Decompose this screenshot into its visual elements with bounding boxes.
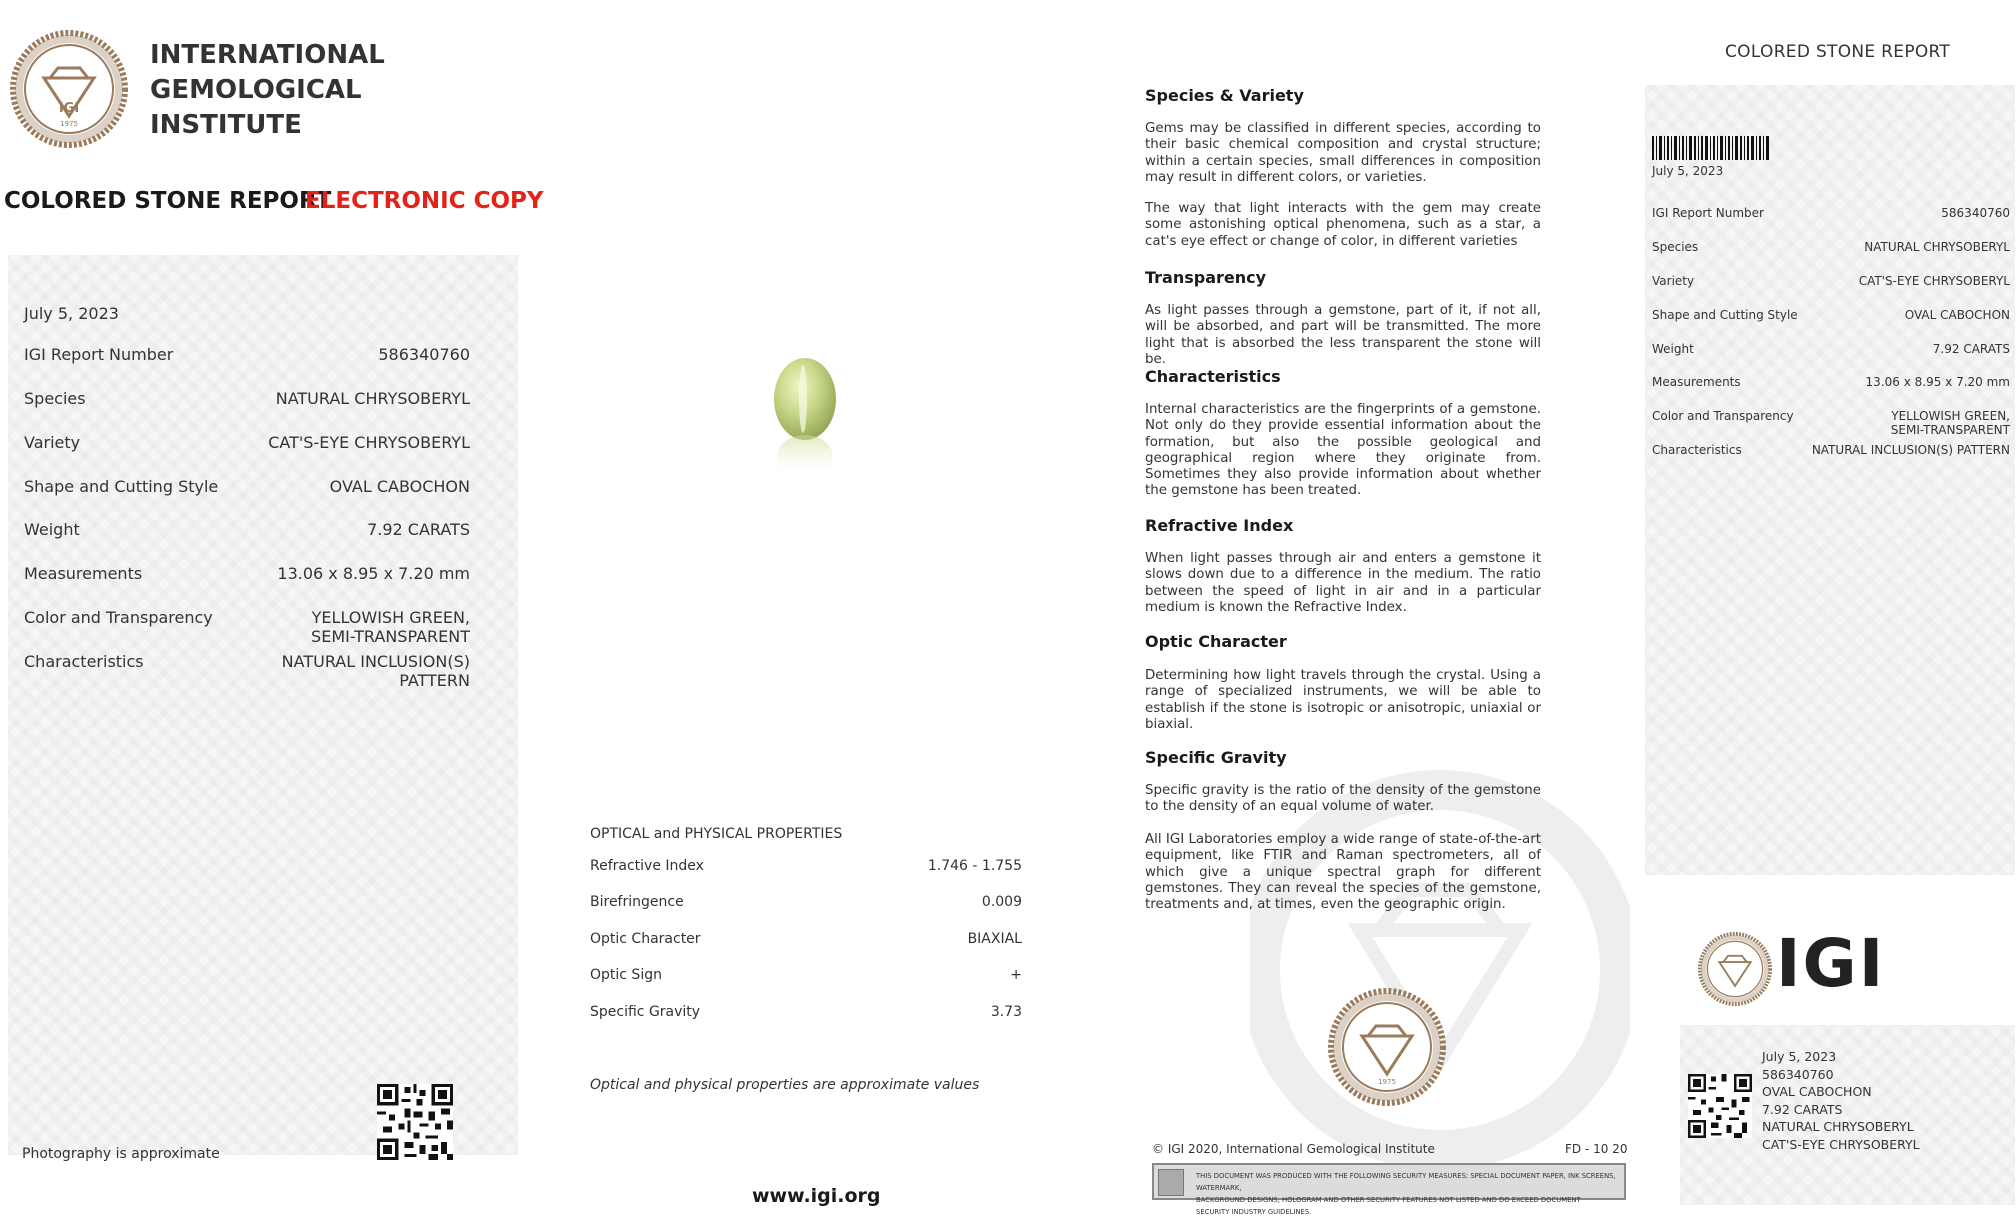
section-text: Specific gravity is the ratio of the density of the gemstone to the density of an equal volume of water. xyxy=(1145,783,1541,815)
security-notice xyxy=(1152,1163,1626,1216)
section-heading-refractive-index: Refractive Index xyxy=(1145,516,1294,535)
row-label: Measurements xyxy=(1652,375,1741,389)
section-text: Determining how light travels through the crystal. Using a range of specialized instruments, we will be able to establish if the stone is isotropic or anisotropic, uniaxial or biaxial. xyxy=(1145,668,1541,732)
section-heading-transparency: Transparency xyxy=(1145,268,1267,287)
security-text-line: BACKGROUND DESIGNS, HOLOGRAM AND OTHER SECURITY FEATURES NOT LISTED AND DO EXCEED DOCUMENT SECURITY INDUSTRY GUIDELINES. xyxy=(1196,1196,1581,1216)
section-heading-characteristics: Characteristics xyxy=(1145,367,1281,386)
igi-small-seal xyxy=(1698,932,1772,1010)
row-label: Weight xyxy=(1652,342,1694,356)
card-line: OVAL CABOCHON xyxy=(1762,1084,1872,1100)
row-label: Species xyxy=(24,389,86,408)
card-line: 7.92 CARATS xyxy=(1762,1101,1843,1117)
row-label: Birefringence xyxy=(590,894,684,910)
website-link[interactable]: www.igi.org xyxy=(752,1185,881,1207)
section-text: The way that light interacts with the gem may create some astonishing optical phenomena, such as a star, a cat's eye effect or change of color, in different varieties xyxy=(1145,201,1541,249)
section-text: Gems may be classified in different species, according to their basic chemical composition and crystal structure; within a certain species, small differences in composition may result in different colors, or varieties. xyxy=(1145,121,1541,185)
row-label: Shape and Cutting Style xyxy=(1652,308,1798,322)
summary-card-text xyxy=(1762,1048,1920,1154)
row-value: 1.746 - 1.755 xyxy=(927,858,1022,874)
summary-date: July 5, 2023 xyxy=(1652,164,1724,178)
row-value: NATURAL CHRYSOBERYL xyxy=(1864,240,2010,254)
section-text: As light passes through a gemstone, part of it, if not all, will be absorbed, and part will be transmitted. The more light that is absorbed the less transparent the stone will be. xyxy=(1145,303,1541,367)
summary-qr-code[interactable] xyxy=(1688,1074,1752,1138)
row-label: Variety xyxy=(1652,274,1695,288)
row-label: Color and Transparency xyxy=(24,608,213,627)
row-value: BIAXIAL xyxy=(967,931,1022,947)
institute-name: INTERNATIONAL GEMOLOGICAL INSTITUTE xyxy=(150,40,385,140)
row-value: NATURAL CHRYSOBERYL xyxy=(275,389,470,408)
row-label: Color and Transparency xyxy=(1652,409,1794,423)
row-label: IGI Report Number xyxy=(24,345,174,364)
optical-properties-title: OPTICAL and PHYSICAL PROPERTIES xyxy=(590,826,843,842)
svg-text:1975: 1975 xyxy=(1378,1078,1396,1086)
row-value: 13.06 x 8.95 x 7.20 mm xyxy=(1865,375,2010,389)
row-label: Shape and Cutting Style xyxy=(24,477,219,496)
section-text: Internal characteristics are the fingerprints of a gemstone. Not only do they provide essential information about the formation, but also the possible geological and geographical region where they originate from. Sometimes they also provide information about whether the gemstone has been treated. xyxy=(1145,402,1541,499)
row-value: 0.009 xyxy=(981,894,1022,910)
row-label: Optic Character xyxy=(590,931,701,947)
row-label: IGI Report Number xyxy=(1652,206,1764,220)
row-label: Weight xyxy=(24,520,80,539)
row-value: NATURAL INCLUSION(S) PATTERN xyxy=(281,652,470,690)
row-value: NATURAL INCLUSION(S) PATTERN xyxy=(1811,443,2010,457)
gemstone-photo xyxy=(770,355,840,489)
form-code: FD - 10 20 xyxy=(1565,1142,1628,1156)
row-value: 3.73 xyxy=(990,1004,1022,1020)
row-value: 7.92 CARATS xyxy=(1932,342,2010,356)
igi-seal-logo xyxy=(10,30,128,152)
security-text-line: THIS DOCUMENT WAS PRODUCED WITH THE FOLLOWING SECURITY MEASURES: SPECIAL DOCUMENT PAPER, INK SCREENS, WATERMARK, xyxy=(1196,1172,1616,1192)
summary-watermark-top xyxy=(1645,85,2015,875)
row-label: Characteristics xyxy=(1652,443,1742,457)
row-label: Refractive Index xyxy=(590,858,704,874)
svg-text:IGI: IGI xyxy=(58,101,80,116)
row-label: Optic Sign xyxy=(590,967,662,983)
section-heading-species: Species & Variety xyxy=(1145,86,1304,105)
section-text: All IGI Laboratories employ a wide range of state-of-the-art equipment, like FTIR and Raman spectrometers, all of which give a unique spectral graph for different gemstones. They can reveal the species of the gemstone, treatments and, at times, even the geographic origin. xyxy=(1145,832,1541,913)
row-label: Species xyxy=(1652,240,1699,254)
svg-text:1975: 1975 xyxy=(60,120,78,128)
barcode xyxy=(1652,136,1770,164)
card-line: July 5, 2023 xyxy=(1762,1049,1837,1064)
section-text: When light passes through air and enters a gemstone it slows down due to a difference in the medium. The ratio between the speed of light in air and in a particular medium is known the Refractive Index. xyxy=(1145,551,1541,615)
igi-logo-text: IGI xyxy=(1776,925,1886,1002)
electronic-copy-label: ELECTRONIC COPY xyxy=(305,188,544,214)
report-date: July 5, 2023 xyxy=(24,304,119,323)
qr-code[interactable] xyxy=(377,1084,453,1160)
row-value: 13.06 x 8.95 x 7.20 mm xyxy=(277,564,470,583)
row-value: CAT'S-EYE CHRYSOBERYL xyxy=(268,433,470,452)
row-value: YELLOWISH GREEN, SEMI-TRANSPARENT xyxy=(311,608,470,646)
row-label: Characteristics xyxy=(24,652,144,671)
section-heading-optic-character: Optic Character xyxy=(1145,632,1287,651)
report-title: COLORED STONE REPORT xyxy=(4,188,332,214)
card-line: NATURAL CHRYSOBERYL xyxy=(1762,1119,1914,1135)
row-label: Specific Gravity xyxy=(590,1004,701,1020)
row-value: + xyxy=(1010,967,1022,983)
igi-seal-center xyxy=(1328,988,1446,1110)
row-value: 586340760 xyxy=(1941,206,2010,220)
card-line: CAT'S-EYE CHRYSOBERYL xyxy=(1762,1136,1920,1152)
row-value: 7.92 CARATS xyxy=(367,520,470,539)
photography-note: Photography is approximate xyxy=(22,1146,220,1162)
section-heading-specific-gravity: Specific Gravity xyxy=(1145,748,1287,767)
card-line: 586340760 xyxy=(1762,1066,1834,1082)
row-value: YELLOWISH GREEN, SEMI-TRANSPARENT xyxy=(1890,409,2010,437)
security-lock-icon xyxy=(1158,1169,1184,1196)
row-label: Variety xyxy=(24,433,81,452)
row-value: 586340760 xyxy=(378,345,470,364)
row-label: Measurements xyxy=(24,564,143,583)
copyright-text: © IGI 2020, International Gemological Institute xyxy=(1152,1142,1435,1156)
row-value: CAT'S-EYE CHRYSOBERYL xyxy=(1858,274,2010,288)
summary-title: COLORED STONE REPORT xyxy=(1725,42,1951,62)
optical-note: Optical and physical properties are approximate values xyxy=(590,1077,980,1093)
row-value: OVAL CABOCHON xyxy=(329,477,470,496)
row-value: OVAL CABOCHON xyxy=(1904,308,2010,322)
